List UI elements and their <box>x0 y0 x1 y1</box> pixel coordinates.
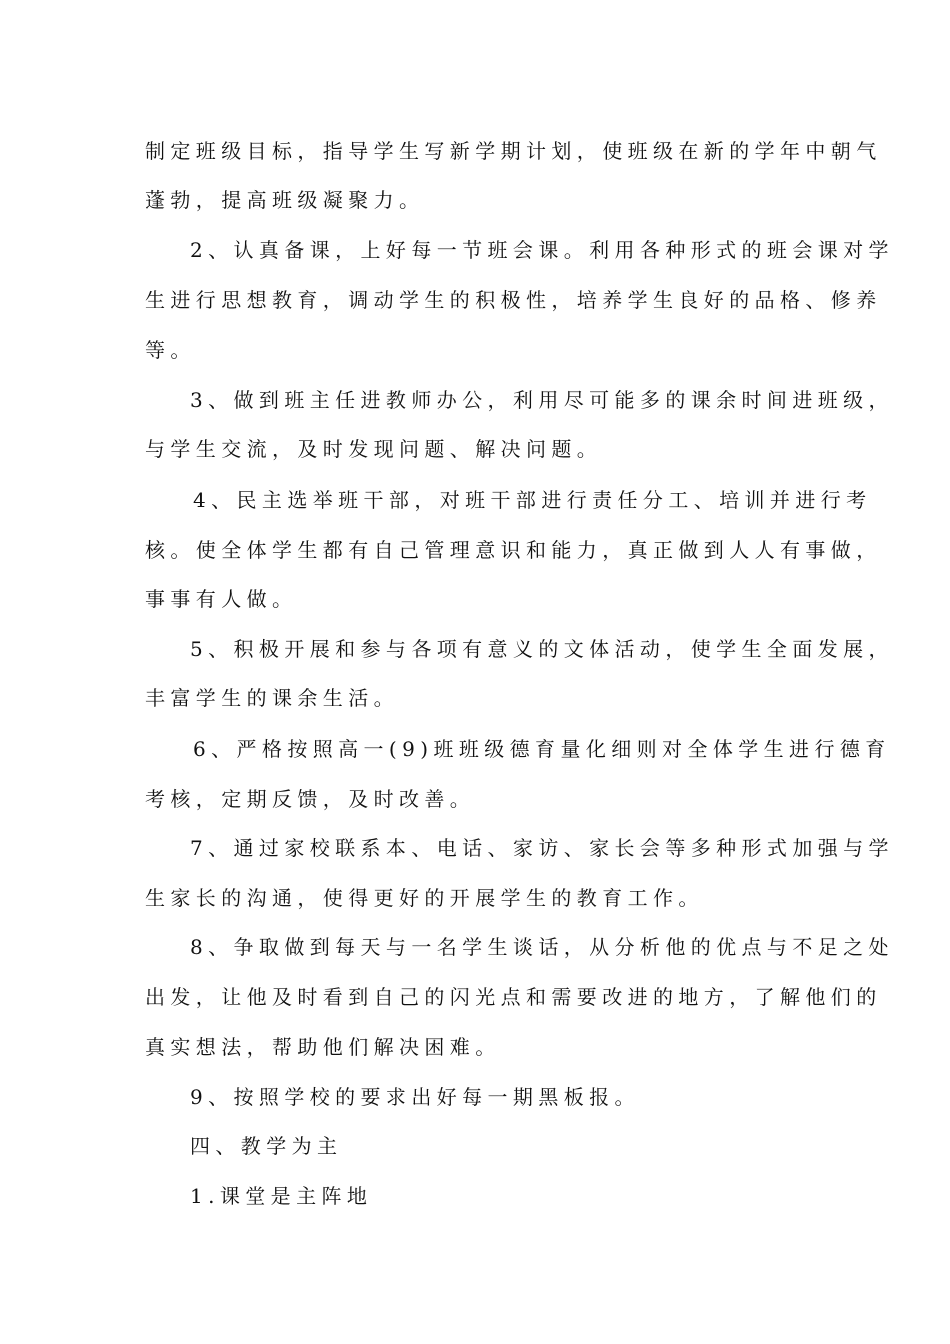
item-3-line: 3、做到班主任进教师办公，利用尽可能多的课余时间进班级， <box>190 388 894 412</box>
item-2-line: 2、认真备课，上好每一节班会课。利用各种形式的班会课对学 <box>190 238 894 262</box>
paragraph-line: 蓬勃，提高班级凝聚力。 <box>145 188 425 212</box>
paragraph-line: 出发，让他及时看到自己的闪光点和需要改进的地方，了解他们的 <box>145 985 882 1009</box>
paragraph-line: 核。使全体学生都有自己管理意识和能力，真正做到人人有事做， <box>145 538 882 562</box>
paragraph-line: 生进行思想教育，调动学生的积极性，培养学生良好的品格、修养 <box>145 288 882 312</box>
paragraph-line: 丰富学生的课余生活。 <box>145 686 399 710</box>
subsection-heading: 1.课堂是主阵地 <box>190 1184 373 1208</box>
item-5-line: 5、积极开展和参与各项有意义的文体活动，使学生全面发展， <box>190 637 894 661</box>
paragraph-line: 与学生交流，及时发现问题、解决问题。 <box>145 437 603 461</box>
item-6-line: 6、严格按照高一(9)班班级德育量化细则对全体学生进行德育 <box>193 737 891 761</box>
item-7-line: 7、通过家校联系本、电话、家访、家长会等多种形式加强与学 <box>190 836 894 860</box>
item-8-line: 8、争取做到每天与一名学生谈话，从分析他的优点与不足之处 <box>190 935 894 959</box>
paragraph-line: 生家长的沟通，使得更好的开展学生的教育工作。 <box>145 886 704 910</box>
paragraph-line: 事事有人做。 <box>145 587 298 611</box>
item-9-line: 9、按照学校的要求出好每一期黑板报。 <box>190 1085 640 1109</box>
paragraph-line: 制定班级目标，指导学生写新学期计划，使班级在新的学年中朝气 <box>145 139 882 163</box>
paragraph-line: 考核，定期反馈，及时改善。 <box>145 787 476 811</box>
paragraph-line: 真实想法，帮助他们解决困难。 <box>145 1035 501 1059</box>
paragraph-line: 等。 <box>145 338 196 362</box>
section-heading: 四、教学为主 <box>190 1134 343 1158</box>
item-4-line: 4、民主选举班干部，对班干部进行责任分工、培训并进行考 <box>193 488 872 512</box>
